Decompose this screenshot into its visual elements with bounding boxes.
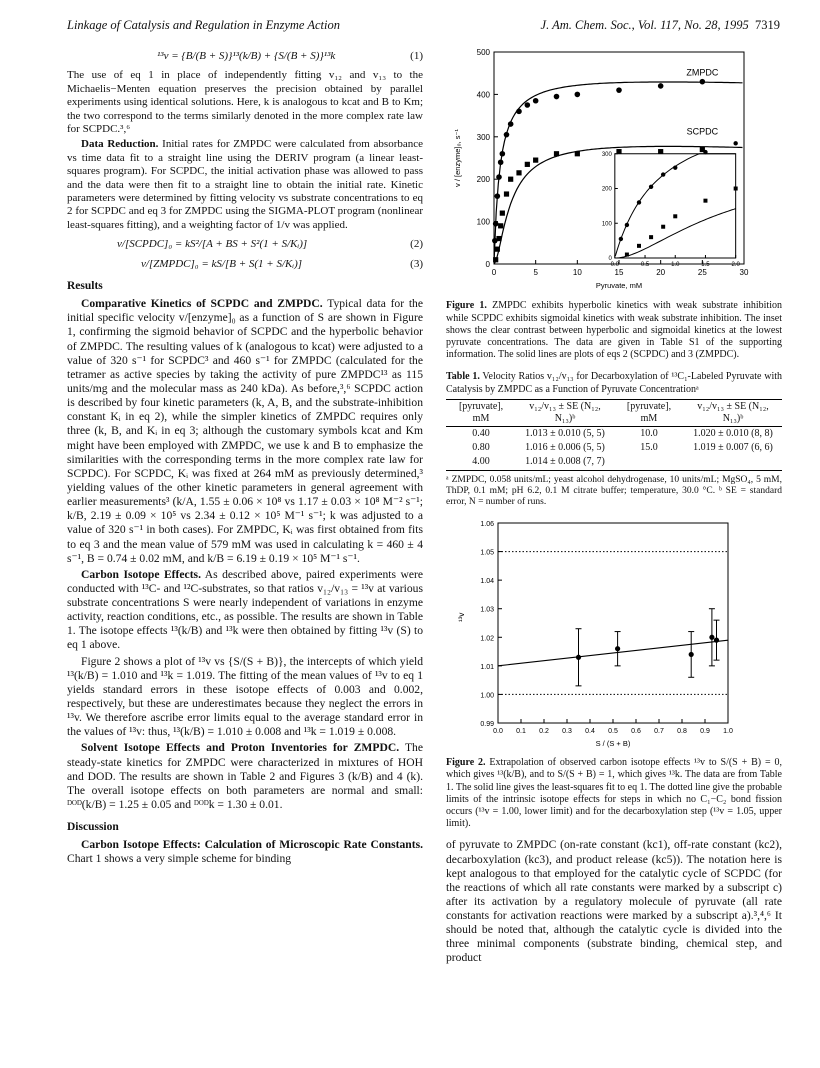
equation-2-number: (2)	[410, 238, 423, 251]
caption-label: Figure 2.	[446, 757, 486, 769]
x-tick-label: 0.8	[677, 727, 687, 735]
journal-citation: J. Am. Chem. Soc., Vol. 117, No. 28, 1995	[540, 18, 749, 32]
inset-zmpdc-point	[649, 185, 653, 189]
paragraph-carbon-isotope	[67, 568, 423, 653]
y-tick-label: 1.05	[480, 549, 494, 557]
paragraph-comparative-kinetics	[67, 297, 423, 566]
x-axis-label: S / (S + B)	[595, 738, 631, 748]
zmpdc-data-point	[554, 94, 560, 100]
equation-1-text: ¹³v = {B/(B + S)}¹³(k/B) + {S/(B + S)}¹³k	[157, 50, 336, 62]
equation-1-number: (1)	[410, 50, 423, 62]
inset-zmpdc-point	[703, 150, 707, 154]
table-cell: 10.0	[640, 428, 658, 440]
zmpdc-data-point	[658, 83, 664, 89]
table-1	[446, 399, 782, 471]
table-cell: 1.014 ± 0.008 (7, 7)	[525, 456, 605, 468]
figure-2-chart	[446, 513, 782, 753]
x-tick-label: 1.0	[723, 727, 733, 735]
table-header-cell: [pyruvate], mM	[626, 400, 672, 424]
y-tick-label: 1.06	[480, 520, 494, 528]
table-cell	[614, 455, 684, 470]
table-header-cell: v₁₂/v₁₃ ± SE (N₁₂, N₁₃)ᵇ	[697, 400, 769, 424]
paragraph-solvent-isotope	[67, 741, 423, 812]
right-column	[446, 44, 782, 968]
figure-1-chart	[446, 44, 782, 294]
x-tick-label: 0.2	[539, 727, 549, 735]
scpdc-data-point	[498, 223, 503, 228]
x-tick-label: 0.1	[516, 727, 526, 735]
zmpdc-data-point	[495, 193, 501, 199]
inset-scpdc-point	[673, 214, 677, 218]
scpdc-data-point	[575, 151, 580, 156]
paragraph-text: The steady-state kinetics for ZMPDC were characterized in mixtures of HOH and DOD. The results are shown in Table 2 and Figures 3 (k/B) and 4 (k). The overall isotope effects on both parameters are normal and small: ᴰᴼᴰ(k/B) = 1.25 ± 0.05 and ᴰᴼᴰk = 1.30 ± 0.01.	[67, 741, 424, 812]
run-in-heading: Comparative Kinetics of SCPDC and ZMPDC.	[81, 297, 323, 311]
x-tick-label: 0.6	[631, 727, 641, 735]
x-tick-label: 30	[739, 268, 749, 277]
inset-scpdc-point	[649, 235, 653, 239]
scpdc-data-point	[508, 177, 513, 182]
left-column	[67, 44, 423, 868]
running-header-left: Linkage of Catalysis and Regulation in Enzyme Action	[67, 18, 341, 32]
caption-text: Velocity Ratios v₁₂/v₁₃ for Decarboxylation of ¹³C₁-Labeled Pyruvate with Catalysis by ZMPDC as a Function of Pyruvate Concentrationᵃ	[446, 371, 782, 395]
y-tick-label: 300	[476, 132, 490, 142]
zmpdc-data-point	[500, 151, 506, 157]
inset-scpdc-point	[661, 225, 665, 229]
data-point	[615, 646, 620, 651]
data-point	[709, 635, 714, 640]
inset-x-tick-label: 1.5	[701, 262, 710, 268]
equation-2	[67, 238, 423, 251]
scpdc-data-point	[495, 247, 500, 252]
scpdc-data-point	[496, 236, 501, 241]
x-tick-label: 0	[491, 268, 497, 277]
table-cell	[684, 455, 782, 470]
inset-x-tick-label: 0.0	[610, 262, 620, 268]
y-tick-label: 1.04	[480, 577, 494, 585]
inset-zmpdc-point	[625, 223, 629, 227]
inset-y-tick-label: 0	[608, 256, 612, 262]
inset-zmpdc-point	[733, 141, 737, 145]
equation-3	[67, 258, 423, 271]
table-cell: 0.80	[472, 442, 490, 454]
table-1-footnote: ᵃ ZMPDC, 0.058 units/mL; yeast alcohol dehydrogenase, 10 units/mL; MgSO₄, 5 mM, ThDP, 0.1 mM; pH 6.2, 0.1 M citrate buffer; temperature, 30.0 °C. ᵇ SE = standard error, N = number of runs.	[446, 474, 782, 508]
table-row	[446, 441, 782, 455]
table-cell: 4.00	[472, 456, 490, 468]
caption-text: Extrapolation of observed carbon isotope effects ¹³v to S/(S + B) = 0, which gives ¹³(k/B), and to S/(S + B) = 1, which gives ¹³k. The data are from Table 1. The solid line gives the least-squares fit to eq 1. The dotted line give the probable limits of the intrinsic isotope effects for steps in which no C₁−C₂ bond fission occurs (¹³v = 1.00, lower limit) and for the decarboxylation step (¹³v = 1.05, upper limit).	[446, 757, 782, 830]
scpdc-data-point	[493, 257, 498, 262]
table-label: Table 1.	[446, 371, 480, 383]
equation-2-text: v/[SCPDC]₀ = kS²/[A + BS + S²(1 + S/Kᵢ)]	[117, 238, 308, 251]
y-tick-label: 1.01	[480, 663, 494, 671]
x-tick-label: 0.7	[654, 727, 664, 735]
x-tick-label: 10	[572, 268, 582, 277]
equation-1	[67, 50, 423, 63]
table-row	[446, 427, 782, 442]
run-in-heading: Solvent Isotope Effects and Proton Inventories for ZMPDC.	[81, 741, 400, 755]
plot-frame	[498, 523, 728, 723]
zmpdc-data-point	[533, 98, 539, 104]
zmpdc-data-point	[493, 221, 499, 227]
zmpdc-data-point	[700, 79, 706, 85]
page-number: 7319	[755, 18, 780, 32]
table-1-caption	[446, 371, 782, 395]
x-tick-label: 0.3	[562, 727, 572, 735]
scpdc-data-point	[533, 158, 538, 163]
data-point	[576, 655, 581, 660]
y-tick-label: 500	[476, 48, 490, 57]
y-tick-label: 1.02	[480, 635, 494, 643]
x-tick-label: 0.9	[700, 727, 710, 735]
inset-scpdc-point	[625, 253, 629, 257]
y-tick-label: 400	[476, 90, 490, 100]
inset-x-tick-label: 2.0	[731, 262, 740, 268]
paragraph-text: As described above, paired experiments were conducted with ¹³C- and ¹²C-substrates, so that ratios v₁₂/v₁₃ = ¹³v at various substrate concentrations S were nearly independent of variations in enzyme activity, reaction conditions, etc., as possible. The results are shown in Table 1. The isotope effects ¹³(k/B) and ¹³k were then obtained by fitting ¹³v (S) to eq 1 above.	[67, 567, 423, 652]
paragraph-text: Typical data for the initial specific velocity v/[enzyme]₀ as a function of S are shown in Figure 1, confirming the sigmoid behavior of SCPDC and the hyperbolic behavior of ZMPDC. The resulting values of k (analogous to kcat) were adjusted to a value of 320 s⁻¹ for SCPDC³ and 460 s⁻¹ for ZMPDC (calculated for the tetramer as active species by taking the activity of pure ZMPDC¹³ as 115 units/mg and the molecular mass as 240 kDa). As before,³,⁶ SCPDC action is described by four kinetic parameters (k, A, B, and the substrate-inhibition constant Kᵢ in eq 2), while the simpler kinetics of ZMPDC requires only three (k, B, and Kᵢ in eq 3; although the customary symbols kcat and Km might have been employed with ZMPDC, we use k and B to emphasize the similarities with the corresponding terms in the more complex rate law for SCPDC). For SCPDC, Kᵢ was fixed at 264 mM as previously determined,³ yielding values of the other kinetic parameters in general agreement with earlier measurements³ (k/A, 1.55 ± 0.06 × 10⁸ vs 1.17 ± 0.03 × 10⁸ M⁻² s⁻¹; k/B, 2.19 ± 0.09 × 10⁵ vs 2.34 ± 0.12 × 10⁵ M⁻¹ s⁻¹; k was adjusted to a value of 320 s⁻¹ in both cases). For ZMPDC, Kᵢ was first obtained from fits to eq 3 and the mean value of 579 mM was used in calculating k = 460 ± 4 s⁻¹, B = 0.74 ± 0.02 mM, and k/B = 6.19 ± 0.19 × 10⁵ M⁻¹ s⁻¹.	[67, 297, 423, 565]
data-point	[714, 637, 719, 642]
scpdc-data-point	[516, 170, 521, 175]
running-header-right	[541, 18, 780, 33]
figure-1-caption	[446, 300, 782, 361]
x-tick-label: 0.4	[585, 727, 595, 735]
series-label-scpdc: SCPDC	[686, 126, 719, 137]
x-tick-label: 25	[697, 268, 707, 277]
table-cell: 1.016 ± 0.006 (5, 5)	[525, 442, 605, 454]
zmpdc-data-point	[498, 159, 504, 165]
inset-x-tick-label: 1.0	[671, 262, 680, 268]
zmpdc-data-point	[508, 121, 514, 127]
table-cell: 15.0	[640, 442, 658, 454]
table-cell: 1.019 ± 0.007 (6, 6)	[693, 442, 773, 454]
caption-text: ZMPDC exhibits hyperbolic kinetics with weak substrate inhibition while SCPDC exhibits sigmoidal kinetics with weak substrate inhibition. The inset shows the clear contrast between hyperbolic and sigmoidal kinetics at the lowest pyruvate concentrations. The data are given in Table S1 of the supporting information. The solid lines are plots of eqs 2 (SCPDC) and 3 (ZMPDC).	[446, 300, 782, 361]
zmpdc-data-point	[504, 132, 510, 138]
y-tick-label: 200	[476, 175, 490, 185]
table-header-cell: v₁₂/v₁₃ ± SE (N₁₂, N₁₃)ᵇ	[529, 400, 601, 424]
x-tick-label: 15	[614, 268, 624, 277]
paragraph-data-reduction	[67, 138, 423, 232]
zmpdc-data-point	[525, 102, 531, 108]
y-tick-label: 100	[476, 217, 490, 227]
paragraph-figure2-discussion: Figure 2 shows a plot of ¹³v vs {S/(S + B)}, the intercepts of which yield ¹³(k/B) = 1.010 and ¹³k = 1.019. The fitting of the mean values of ¹³v to eq 1 yields standard errors in these isotope effects of 0.003 and 0.002, respectively, but these are underestimates because they neglect the errors in ¹³v. We therefore ascribe error limits equal to the average standard error in the values of ¹³v: thus, ¹³(k/B) = 1.010 ± 0.008 and ¹³k = 1.019 ± 0.008.	[67, 654, 423, 739]
y-tick-label: 1.03	[480, 606, 494, 614]
section-heading-discussion: Discussion	[67, 821, 119, 834]
run-in-heading: Carbon Isotope Effects.	[81, 567, 201, 581]
x-tick-label: 20	[656, 268, 666, 277]
equation-3-text: v/[ZMPDC]₀ = kS/[B + S(1 + S/Kᵢ)]	[141, 257, 303, 270]
y-axis-label: v / [enzyme]₀, s⁻¹	[453, 129, 462, 187]
run-in-heading: Data Reduction.	[81, 138, 159, 151]
table-row	[446, 455, 782, 470]
table-header-cell: [pyruvate], mM	[458, 400, 504, 424]
paragraph-eq1-usage: The use of eq 1 in place of independently fitting v₁₂ and v₁₃ to the Michaelis−Menten equation preserves the precision obtained by parallel experiments using identical solutions. Here, k is analogous to kcat and B to Km; the two correspond to the terms similarly denoted in the more complex rate law for SCPDC.³,⁶	[67, 69, 423, 136]
series-label-zmpdc: ZMPDC	[686, 67, 719, 78]
y-tick-label: 0.99	[480, 720, 494, 728]
table-cell: 0.40	[472, 428, 490, 440]
paragraph-text: Initial rates for ZMPDC were calculated from absorbance vs time data fit to a straight line using the DERIV program (a linear least-squares program). For SCPDC, the initial activation phase was allowed to pass and the data were then fit to a straight line to obtain the initial rate. Kinetic parameters were determined by fitting velocity vs substrate concentrations to eq 2 for SCPDC and eq 3 for ZMPDC using the SIGMA-PLOT program (nonlinear least-squares fitting), and a weighting factor of 1/v was applied.	[67, 138, 424, 231]
x-tick-label: 0.5	[608, 727, 618, 735]
inset-zmpdc-point	[619, 237, 623, 241]
fit-line	[498, 640, 728, 666]
figure-2-caption	[446, 757, 782, 830]
data-point	[689, 652, 694, 657]
y-tick-label: 0	[485, 260, 490, 269]
inset-zmpdc-point	[637, 200, 641, 204]
inset-scpdc-point	[703, 199, 707, 203]
scpdc-data-point	[554, 151, 559, 156]
table-header-row	[446, 399, 782, 426]
scpdc-data-point	[500, 211, 505, 216]
x-tick-label: 5	[533, 268, 538, 277]
scpdc-data-point	[504, 191, 509, 196]
paragraph-text: Chart 1 shows a very simple scheme for binding	[67, 852, 292, 866]
section-heading-results: Results	[67, 280, 103, 293]
scpdc-data-point	[525, 162, 530, 167]
inset-zmpdc-point	[673, 165, 677, 169]
table-cell: 1.020 ± 0.010 (8, 8)	[693, 428, 773, 440]
inset-y-tick-label: 300	[601, 151, 612, 158]
inset-y-tick-label: 100	[601, 221, 612, 228]
zmpdc-data-point	[575, 92, 581, 98]
inset-y-tick-label: 200	[601, 186, 612, 193]
inset-zmpdc-point	[661, 172, 665, 176]
inset-scpdc-point	[637, 244, 641, 248]
x-axis-label: Pyruvate, mM	[595, 281, 643, 290]
paragraph-continued: of pyruvate to ZMPDC (on-rate constant (kc1), off-rate constant (kc2), decarboxylation (kc3), and product release (kc5)). The notation here is kept analogous to that employed for the catalytic cycle of SCPDC (for the reactions of which all rate constants were marked by a subscript c) after its activation by a regulatory molecule of pyruvate (all rate constants for activation reactions were marked by a subscript a).³,⁴,⁶ It should be noted that, although the catalytic cycle is divided into the three minimal components (substrate binding, chemical step, and product	[446, 838, 782, 965]
y-tick-label: 1.00	[480, 692, 494, 700]
paragraph-microscopic-rates	[67, 838, 423, 866]
caption-label: Figure 1.	[446, 300, 487, 312]
inset-scpdc-point	[734, 187, 738, 191]
y-axis-label: ¹³v	[457, 612, 466, 622]
zmpdc-data-point	[496, 174, 502, 180]
zmpdc-data-point	[516, 109, 522, 115]
equation-3-number: (3)	[410, 257, 423, 270]
run-in-heading: Carbon Isotope Effects: Calculation of Microscopic Rate Constants.	[81, 838, 423, 852]
table-cell: 1.013 ± 0.010 (5, 5)	[525, 428, 605, 440]
x-tick-label: 0.0	[493, 727, 503, 735]
zmpdc-data-point	[616, 87, 622, 93]
inset-x-tick-label: 0.5	[640, 262, 650, 268]
